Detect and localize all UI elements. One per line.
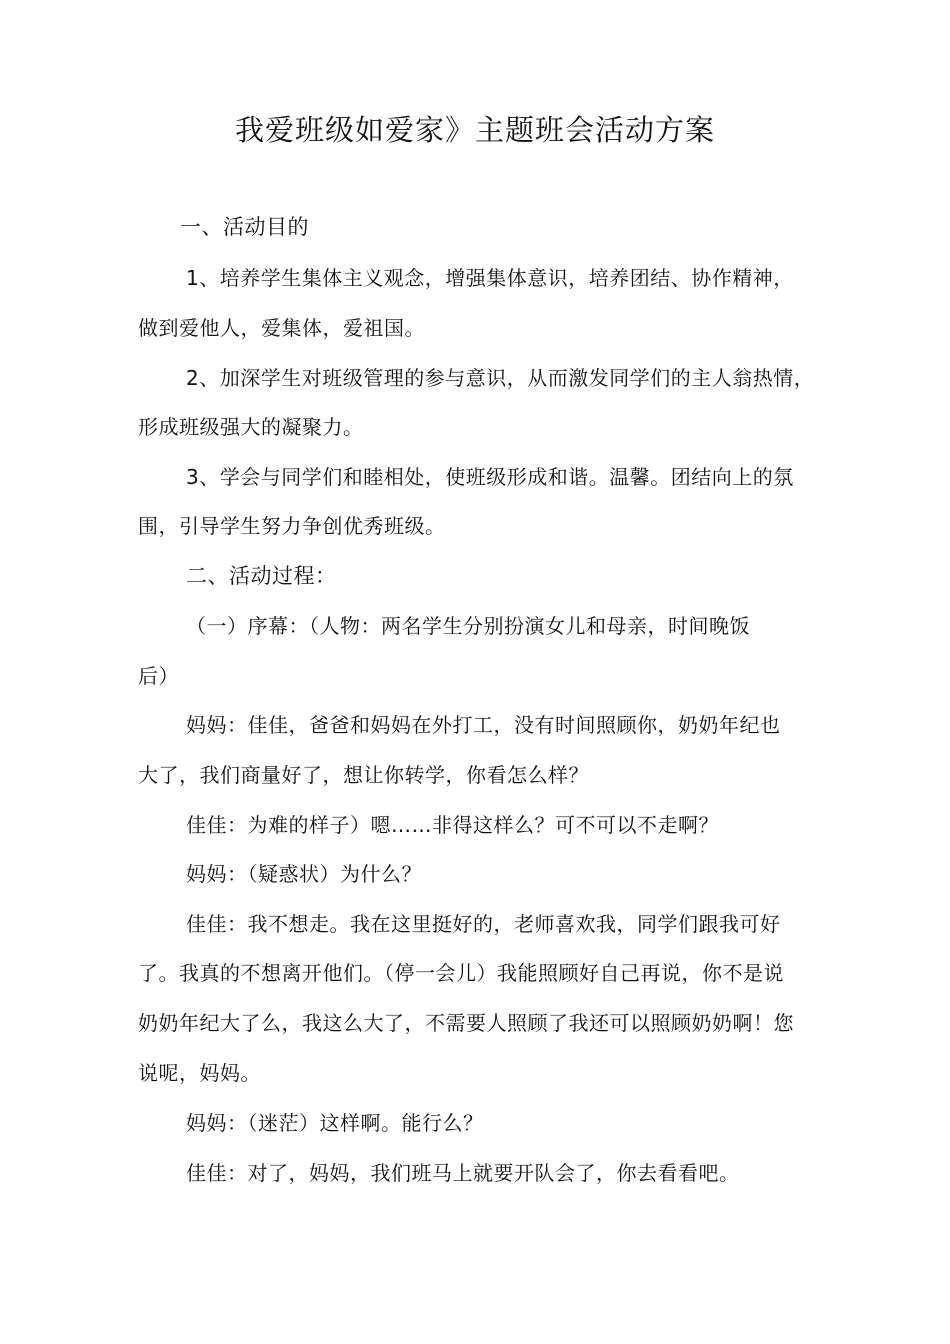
dialogue-line: 妈妈：（疑惑状）为什么？ (186, 862, 422, 886)
dialogue-line: 佳佳：我不想走。我在这里挺好的，老师喜欢我，同学们跟我可好 (186, 912, 781, 936)
paragraph-line: 2、加深学生对班级管理的参与意识，从而激发同学们的主人翁热情， (186, 366, 815, 390)
dialogue-line: 了。我真的不想离开他们。（停一会儿）我能照顾好自己再说，你不是说 (138, 961, 784, 985)
section-heading-activity-process: 二、活动过程： (186, 564, 337, 588)
section-heading-activity-goal: 一、活动目的 (180, 215, 309, 239)
dialogue-line: 佳佳：对了，妈妈，我们班马上就要开队会了，你去看看吧。 (186, 1161, 740, 1185)
document-title: 我爱班级如爱家》主题班会活动方案 (234, 113, 715, 147)
dialogue-line: 大了，我们商量好了，想让你转学，你看怎么样？ (138, 763, 589, 787)
dialogue-line: 说呢，妈妈。 (138, 1061, 261, 1085)
dialogue-line: 妈妈：佳佳，爸爸和妈妈在外打工，没有时间照顾你，奶奶年纪也 (186, 713, 781, 737)
paragraph-line: 做到爱他人，爱集体，爱祖国。 (138, 316, 425, 340)
dialogue-line: 佳佳：为难的样子）嗯……非得这样么？可不可以不走啊？ (186, 813, 719, 837)
paragraph-line: 形成班级强大的凝聚力。 (138, 415, 364, 439)
paragraph-line: 3、学会与同学们和睦相处，使班级形成和谐。温馨。团结向上的氛 (186, 465, 794, 489)
paragraph-line: 围，引导学生努力争创优秀班级。 (138, 514, 446, 538)
paragraph-line: （一）序幕：（人物：两名学生分别扮演女儿和母亲，时间晚饭 (186, 614, 750, 638)
dialogue-line: 妈妈：（迷茫）这样啊。能行么？ (186, 1111, 484, 1135)
paragraph-line: 后） (138, 664, 179, 688)
dialogue-line: 奶奶年纪大了么，我这么大了，不需要人照顾了我还可以照顾奶奶啊！您 (138, 1011, 794, 1035)
paragraph-line: 1、培养学生集体主义观念，增强集体意识，培养团结、协作精神， (186, 266, 794, 290)
